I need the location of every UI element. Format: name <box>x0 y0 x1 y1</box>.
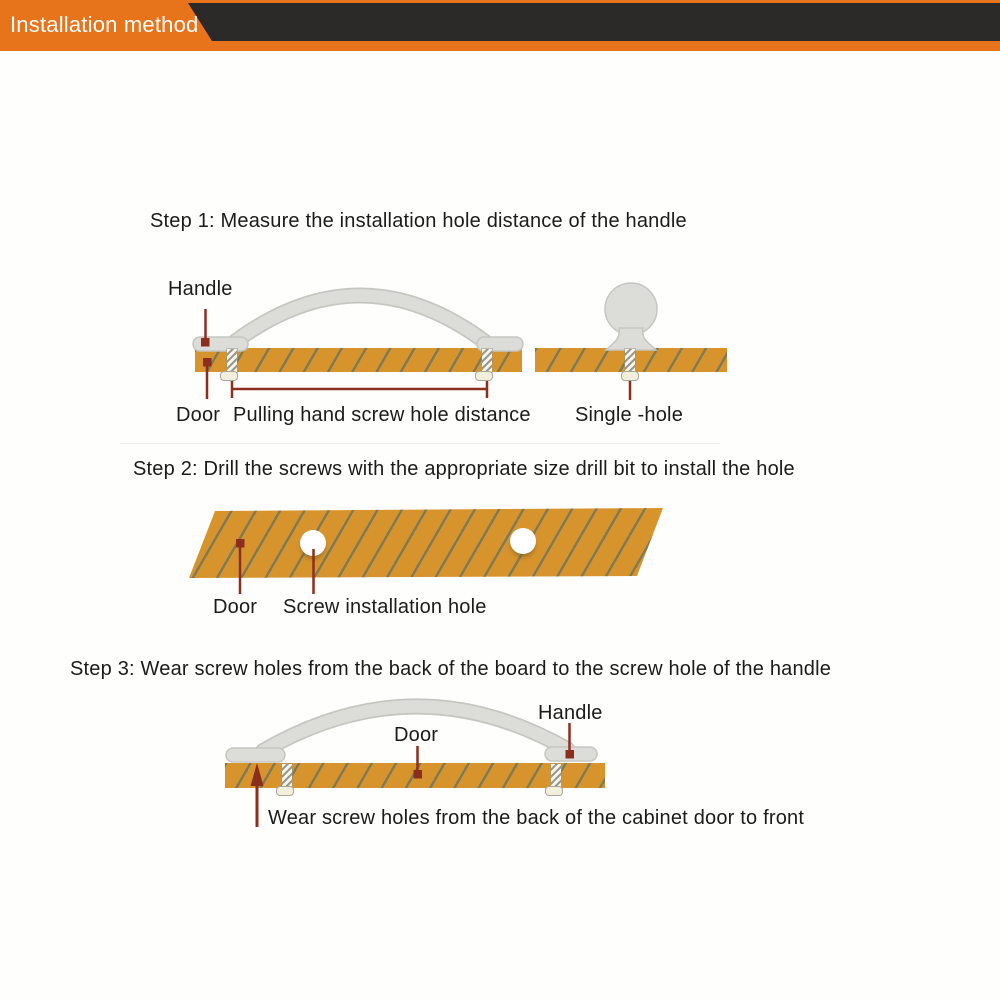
step2-title: Step 2: Drill the screws with the appropriate size drill bit to install the hole <box>133 458 795 480</box>
step2-screw-hole-label: Screw installation hole <box>283 596 487 618</box>
step1-screw-head-left <box>220 371 238 381</box>
step1-knob-screw <box>625 349 635 372</box>
step1-knob-stem <box>606 328 656 350</box>
step3-handle-foot-left <box>226 748 285 762</box>
step1-knob-screw-head <box>621 371 639 381</box>
step1-handle-label: Handle <box>168 278 233 300</box>
step1-screw-right <box>482 349 492 372</box>
step3-title: Step 3: Wear screw holes from the back of the board to the screw hole of the handle <box>70 658 832 680</box>
step1-handle-pointer-dot <box>201 338 210 347</box>
step1-knob-head <box>605 283 657 335</box>
step3-door-label: Door <box>394 724 439 746</box>
step3-screw-head-right <box>545 786 563 796</box>
step3-up-arrow-head <box>251 763 264 786</box>
step3-screw-right <box>551 764 561 787</box>
step1-screw-head-right <box>475 371 493 381</box>
banner-title: Installation method <box>10 12 199 37</box>
step1-single-hole-label: Single -hole <box>575 404 684 426</box>
step3-door-pointer-dot <box>414 770 423 779</box>
step2-door-pointer-dot <box>236 539 245 548</box>
step1-door-pointer-dot <box>203 358 212 367</box>
step1-screw-left <box>227 349 237 372</box>
step3-screw-head-left <box>276 786 294 796</box>
step1-door-label: Door <box>176 404 221 426</box>
step3-screw-left <box>282 764 292 787</box>
step3-handle-label: Handle <box>538 702 603 724</box>
step1-distance-label: Pulling hand screw hole distance <box>233 404 531 426</box>
step2-door-label: Door <box>213 596 258 618</box>
step1-title: Step 1: Measure the installation hole distance of the handle <box>150 210 687 232</box>
step3-handle-pointer-dot <box>566 750 575 759</box>
step3-caption: Wear screw holes from the back of the cabinet door to front <box>268 807 805 829</box>
